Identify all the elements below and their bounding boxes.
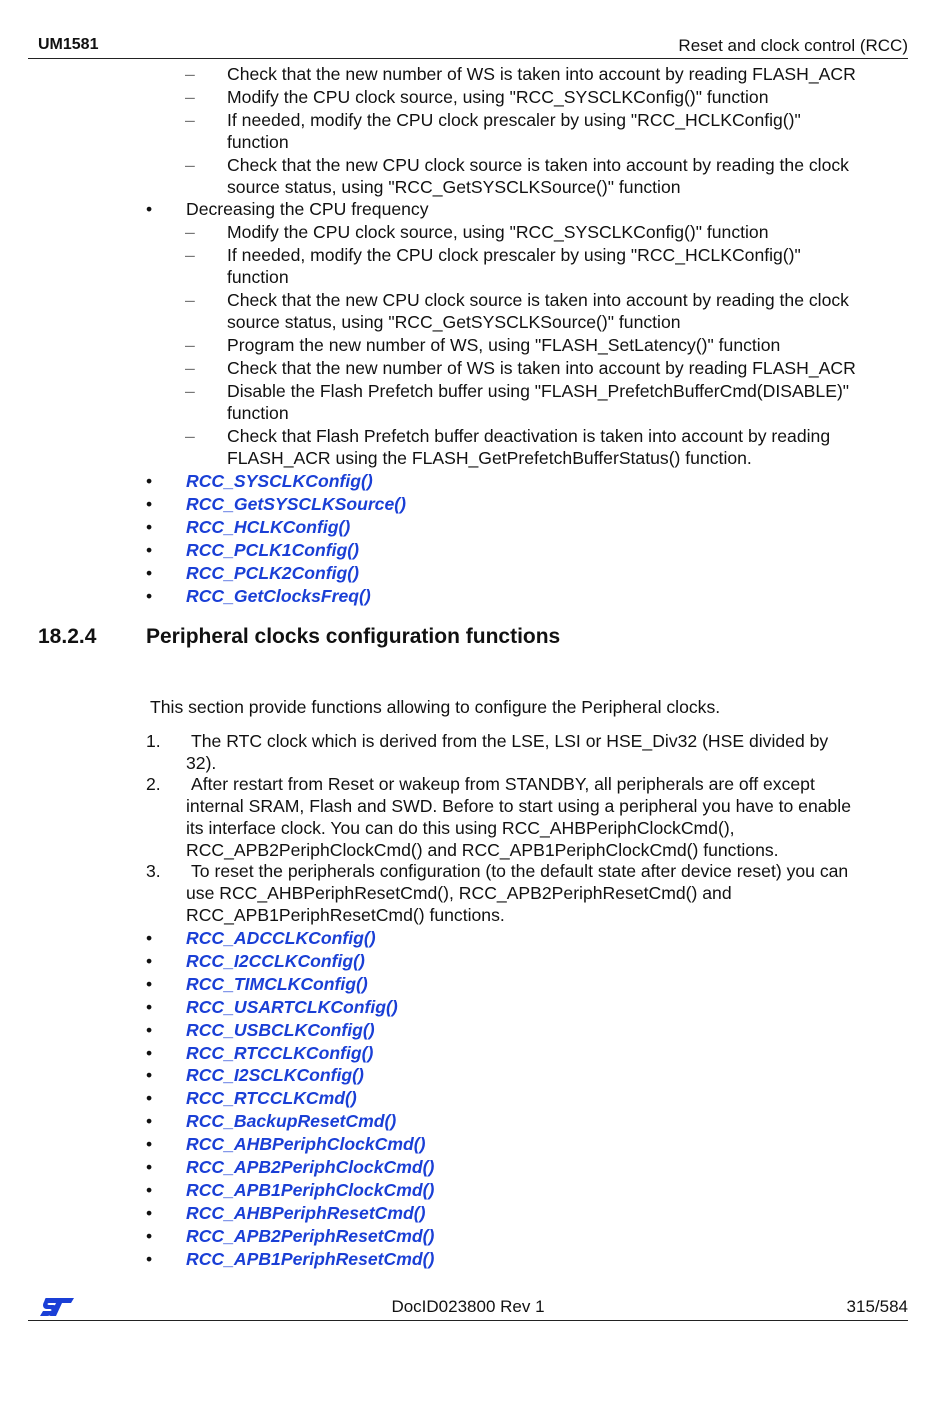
bullet-marker: •	[146, 1111, 153, 1131]
numbered-item: The RTC clock which is derived from the LSE, LSI or HSE_Div32 (HSE divided by	[191, 731, 829, 751]
dash-marker: –	[185, 222, 195, 242]
bullet-marker: •	[146, 471, 153, 491]
page-header	[28, 36, 908, 59]
page-number: 315/584	[846, 1297, 908, 1316]
bullet-marker: •	[146, 517, 153, 537]
function-link[interactable]: RCC_I2SCLKConfig()	[186, 1065, 364, 1085]
numbered-item: After restart from Reset or wakeup from STANDBY, all peripherals are off except	[191, 774, 815, 794]
dash-marker: –	[185, 87, 195, 107]
list-item-title: Decreasing the CPU frequency	[186, 199, 429, 219]
bullet-marker: •	[146, 586, 153, 606]
numbered-item-continuation: RCC_APB1PeriphResetCmd() functions.	[186, 905, 505, 925]
list-item: Check that the new number of WS is taken into account by reading FLASH_ACR	[227, 358, 856, 378]
function-link[interactable]: RCC_PCLK1Config()	[186, 540, 359, 560]
header-doc-id: UM1581	[38, 36, 99, 53]
function-link[interactable]: RCC_GetSYSCLKSource()	[186, 494, 406, 514]
function-link[interactable]: RCC_USBCLKConfig()	[186, 1020, 375, 1040]
list-item-continuation: function	[227, 132, 289, 152]
function-link[interactable]: RCC_APB1PeriphResetCmd()	[186, 1249, 435, 1269]
dash-marker: –	[185, 110, 195, 130]
list-number: 2.	[146, 774, 161, 794]
bullet-marker: •	[146, 928, 153, 948]
numbered-item-continuation: 32).	[186, 753, 217, 773]
bullet-marker: •	[146, 563, 153, 583]
function-link[interactable]: RCC_RTCCLKCmd()	[186, 1088, 357, 1108]
numbered-item-continuation: use RCC_AHBPeriphResetCmd(), RCC_APB2PeriphResetCmd() and	[186, 883, 732, 903]
list-item: Check that the new CPU clock source is taken into account by reading the clock	[227, 290, 849, 310]
bullet-marker: •	[146, 1065, 153, 1085]
dash-marker: –	[185, 426, 195, 446]
bullet-marker: •	[146, 1088, 153, 1108]
list-item: Program the new number of WS, using "FLASH_SetLatency()" function	[227, 335, 781, 355]
function-link[interactable]: RCC_APB2PeriphClockCmd()	[186, 1157, 435, 1177]
function-link[interactable]: RCC_APB1PeriphClockCmd()	[186, 1180, 435, 1200]
function-link[interactable]: RCC_SYSCLKConfig()	[186, 471, 373, 491]
list-item: If needed, modify the CPU clock prescaler by using "RCC_HCLKConfig()"	[227, 245, 801, 265]
list-item: Check that Flash Prefetch buffer deactivation is taken into account by reading	[227, 426, 831, 446]
function-link[interactable]: RCC_PCLK2Config()	[186, 563, 359, 583]
list-item-continuation: function	[227, 267, 289, 287]
dash-marker: –	[185, 358, 195, 378]
function-link[interactable]: RCC_GetClocksFreq()	[186, 586, 371, 606]
list-number: 3.	[146, 861, 161, 881]
numbered-item-continuation: its interface clock. You can do this using RCC_AHBPeriphClockCmd(),	[186, 818, 735, 838]
list-item: If needed, modify the CPU clock prescaler by using "RCC_HCLKConfig()"	[227, 110, 801, 130]
function-link[interactable]: RCC_BackupResetCmd()	[186, 1111, 397, 1131]
list-item: Modify the CPU clock source, using "RCC_SYSCLKConfig()" function	[227, 87, 769, 107]
dash-marker: –	[185, 64, 195, 84]
section-number: 18.2.4	[38, 625, 97, 648]
bullet-marker: •	[146, 1180, 153, 1200]
function-link[interactable]: RCC_RTCCLKConfig()	[186, 1043, 374, 1063]
bullet-marker: •	[146, 1249, 153, 1269]
list-item-continuation: source status, using "RCC_GetSYSCLKSource()" function	[227, 312, 681, 332]
bullet-marker: •	[146, 1020, 153, 1040]
bullet-marker: •	[146, 951, 153, 971]
function-link[interactable]: RCC_HCLKConfig()	[186, 517, 351, 537]
bullet-marker: •	[146, 997, 153, 1017]
list-item-continuation: FLASH_ACR using the FLASH_GetPrefetchBufferStatus() function.	[227, 448, 752, 468]
numbered-item: To reset the peripherals configuration (to the default state after device reset) you can	[191, 861, 849, 881]
function-link[interactable]: RCC_APB2PeriphResetCmd()	[186, 1226, 435, 1246]
list-item: Check that the new number of WS is taken into account by reading FLASH_ACR	[227, 64, 856, 84]
list-item-continuation: function	[227, 403, 289, 423]
header-chapter: Reset and clock control (RCC)	[678, 36, 908, 55]
dash-marker: –	[185, 290, 195, 310]
section-title: Peripheral clocks configuration functions	[146, 625, 561, 648]
dash-marker: –	[185, 381, 195, 401]
bullet-marker: •	[146, 1043, 153, 1063]
page-footer	[28, 1296, 908, 1321]
numbered-item-continuation: RCC_APB2PeriphClockCmd() and RCC_APB1PeriphClockCmd() functions.	[186, 840, 779, 860]
bullet-marker: •	[146, 540, 153, 560]
function-link[interactable]: RCC_AHBPeriphResetCmd()	[186, 1203, 426, 1223]
list-item-continuation: source status, using "RCC_GetSYSCLKSource()" function	[227, 177, 681, 197]
function-link[interactable]: RCC_AHBPeriphClockCmd()	[186, 1134, 426, 1154]
bullet-marker: •	[146, 1134, 153, 1154]
function-link[interactable]: RCC_ADCCLKConfig()	[186, 928, 376, 948]
list-item: Disable the Flash Prefetch buffer using "FLASH_PrefetchBufferCmd(DISABLE)"	[227, 381, 850, 401]
dash-marker: –	[185, 155, 195, 175]
bullet-marker: •	[146, 199, 153, 219]
bullet-marker: •	[146, 1157, 153, 1177]
list-item: Check that the new CPU clock source is taken into account by reading the clock	[227, 155, 849, 175]
function-link[interactable]: RCC_I2CCLKConfig()	[186, 951, 365, 971]
function-link[interactable]: RCC_TIMCLKConfig()	[186, 974, 368, 994]
list-item: Modify the CPU clock source, using "RCC_SYSCLKConfig()" function	[227, 222, 769, 242]
list-number: 1.	[146, 731, 161, 751]
footer-doc-ref: DocID023800 Rev 1	[391, 1297, 545, 1316]
bullet-marker: •	[146, 974, 153, 994]
section-intro: This section provide functions allowing to configure the Peripheral clocks.	[150, 697, 721, 717]
bullet-marker: •	[146, 494, 153, 514]
dash-marker: –	[185, 245, 195, 265]
dash-marker: –	[185, 335, 195, 355]
numbered-item-continuation: internal SRAM, Flash and SWD. Before to start using a peripheral you have to enable	[186, 796, 852, 816]
bullet-marker: •	[146, 1203, 153, 1223]
function-link[interactable]: RCC_USARTCLKConfig()	[186, 997, 398, 1017]
bullet-marker: •	[146, 1226, 153, 1246]
